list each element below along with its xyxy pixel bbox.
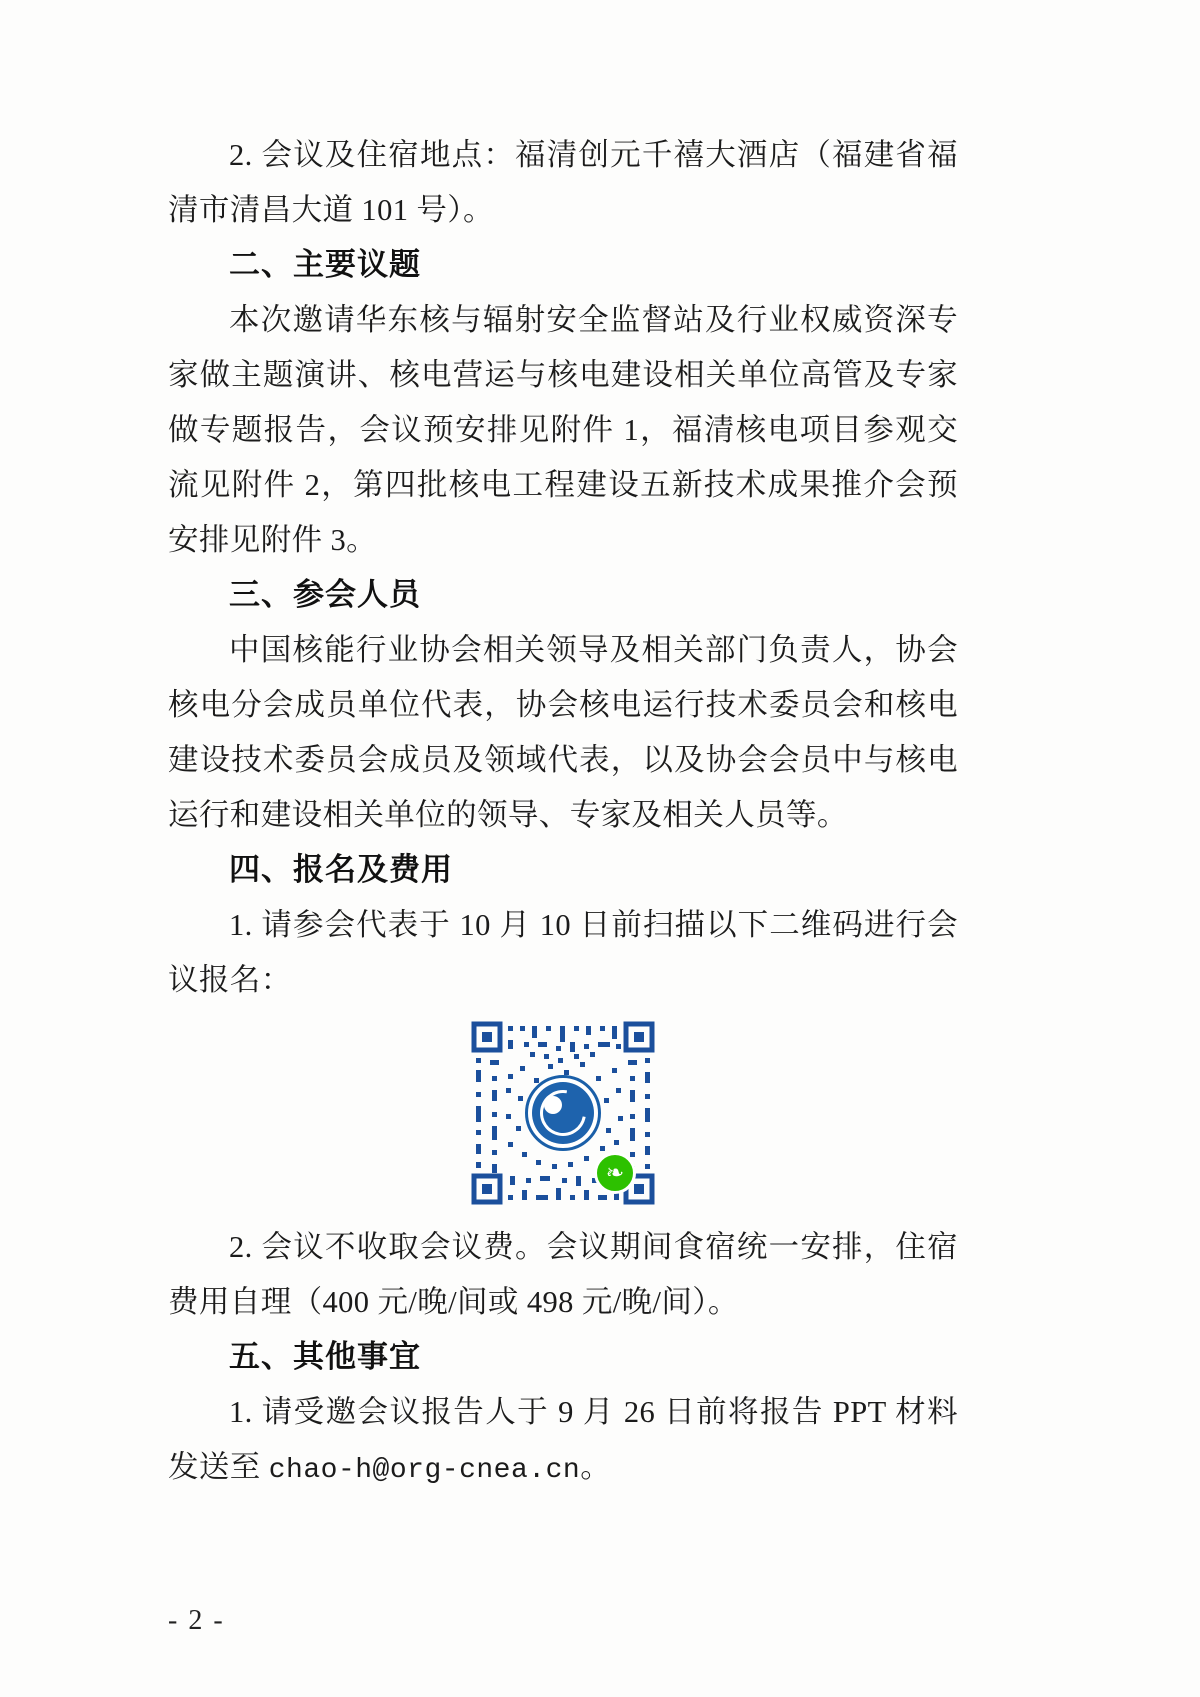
page-number: - 2 - <box>168 1605 225 1636</box>
qr-code-container <box>168 1018 958 1208</box>
paragraph-venue: 2. 会议及住宿地点：福清创元千禧大酒店（福建省福清市清昌大道 101 号）。 <box>168 138 958 227</box>
contact-email: chao-h@org-cnea.cn <box>268 1455 581 1486</box>
paragraph-section-4-item-2: 2. 会议不收取会议费。会议期间食宿统一安排，住宿费用自理（400 元/晚/间或 498 元/晚/间）。 <box>168 1230 958 1319</box>
paragraph-section-5-text: 1. 请受邀会议报告人于 9 月 26 日前将报告 PPT 材料发送至 <box>168 1395 958 1484</box>
meeting-registration-qr-code[interactable] <box>468 1018 658 1208</box>
heading-section-4: 四、报名及费用 <box>229 852 453 888</box>
paragraph-section-3-body: 中国核能行业协会相关领导及相关部门负责人，协会核电分会成员单位代表，协会核电运行技术委员会和核电建设技术委员会成员及领域代表，以及协会会员中与核电运行和建设相关单位的领导、专家及相关人员等。 <box>168 633 958 832</box>
wechat-badge-icon: ❧ <box>594 1152 636 1194</box>
paragraph-section-4-item-1: 1. 请参会代表于 10 月 10 日前扫描以下二维码进行会议报名： <box>168 908 958 997</box>
paragraph-section-2-body: 本次邀请华东核与辐射安全监督站及行业权威资深专家做主题演讲、核电营运与核电建设相关单位高管及专家做专题报告，会议预安排见附件 1，福清核电项目参观交流见附件 2，第四批核电工程建设五新技术成果推介会预安排见附件 3。 <box>168 303 958 557</box>
qr-code-center-logo <box>525 1075 601 1151</box>
sentence-end-mark: 。 <box>580 1450 612 1484</box>
document-body <box>168 128 958 1498</box>
heading-section-2: 二、主要议题 <box>229 247 421 283</box>
paragraph-section-5-item-1 <box>168 1385 958 1498</box>
heading-section-5: 五、其他事宜 <box>229 1339 421 1375</box>
heading-section-3: 三、参会人员 <box>229 577 421 613</box>
